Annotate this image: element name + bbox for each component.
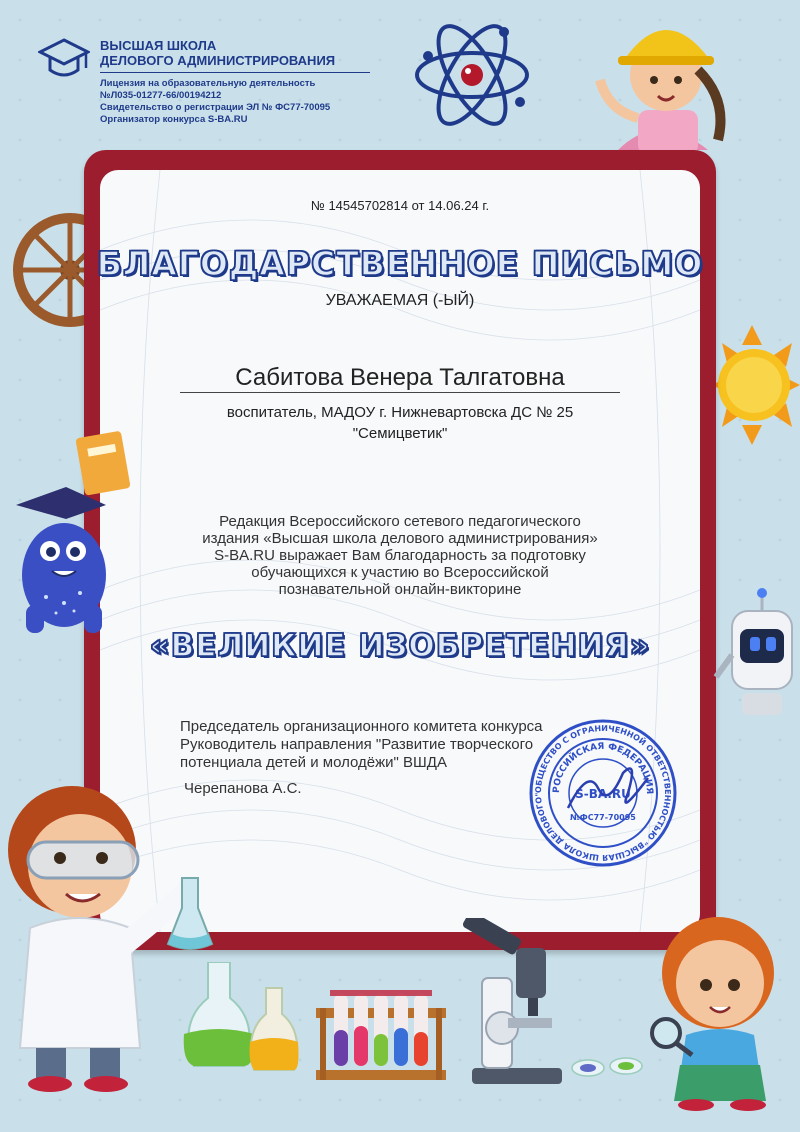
position-line1: воспитатель, МАДОУ г. Нижневартовска ДС № 25	[226, 404, 574, 421]
organizer: Организатор конкурса S-BA.RU	[100, 114, 248, 125]
greeting: УВАЖАЕМАЯ (-ЫЙ)	[325, 292, 475, 309]
contest-name: «ВЕЛИКИЕ ИЗОБРЕТЕНИЯ»	[149, 628, 651, 664]
license-line2: №Л035-01277-66/00194212	[100, 90, 222, 101]
chemistry-flasks-icon	[178, 962, 318, 1082]
robot-illustration	[712, 585, 800, 725]
position-line2: "Семицветик"	[352, 425, 448, 442]
body-line4: обучающихся к участию во Всероссийской	[251, 564, 549, 581]
body-line3: S-BA.RU выражает Вам благодарность за подготовку	[214, 547, 586, 564]
signer-name: Черепанова А.С.	[184, 780, 302, 797]
organization-name	[100, 38, 335, 68]
stamp-bottom-text: №ФС77-70095	[570, 813, 636, 822]
girl-engineer-illustration	[578, 0, 738, 160]
stamp-center-text: S-BA.RU	[575, 787, 631, 801]
official-stamp-icon	[528, 718, 678, 868]
petri-dishes-icon	[570, 1052, 646, 1082]
recipient-name: Сабитова Венера Талгатовна	[235, 364, 565, 391]
body-line2: издания «Высшая школа делового администрирования»	[202, 530, 598, 547]
graduation-cap-logo-icon	[38, 38, 90, 82]
document-number: № 14545702814 от 14.06.24 г.	[310, 198, 490, 213]
blue-monster-mascot	[6, 485, 121, 640]
organization-name-line1: ВЫСШАЯ ШКОЛА	[100, 38, 217, 53]
organization-name-line2: ДЕЛОВОГО АДМИНИСТРИРОВАНИЯ	[100, 53, 336, 68]
stamp-inner-text: РОССИЙСКАЯ ФЕДЕРАЦИЯ	[551, 741, 655, 795]
registration: Свидетельство о регистрации ЭЛ № ФС77-70095	[100, 102, 331, 113]
girl-magnifier-illustration	[636, 905, 796, 1115]
signature-line3: потенциала детей и молодёжи" ВШДА	[180, 754, 447, 771]
gratitude-text	[150, 513, 650, 598]
certificate-title: БЛАГОДАРСТВЕННОЕ ПИСЬМО	[96, 244, 704, 283]
signature-block	[180, 718, 543, 772]
license-line1: Лицензия на образовательную деятельность	[100, 78, 316, 89]
signature-line1: Председатель организационного комитета конкурса	[180, 718, 543, 735]
recipient-underline	[180, 392, 620, 393]
signature-line2: Руководитель направления "Развитие творческого	[180, 736, 534, 753]
body-line5: познавательной онлайн-викторине	[278, 581, 522, 598]
stamp-outer-text: ОБЩЕСТВО С ОГРАНИЧЕННОЙ ОТВЕТСТВЕННОСТЬЮ "ВЫСШАЯ ШКОЛА ДЕЛОВОГО"	[533, 723, 673, 863]
organization-divider	[100, 72, 370, 73]
atom-icon	[410, 10, 535, 140]
organization-details	[100, 78, 330, 126]
test-tubes-rack-icon	[316, 990, 446, 1085]
body-line1: Редакция Всероссийского сетевого педагогического	[219, 513, 581, 530]
microscope-icon	[462, 918, 572, 1088]
